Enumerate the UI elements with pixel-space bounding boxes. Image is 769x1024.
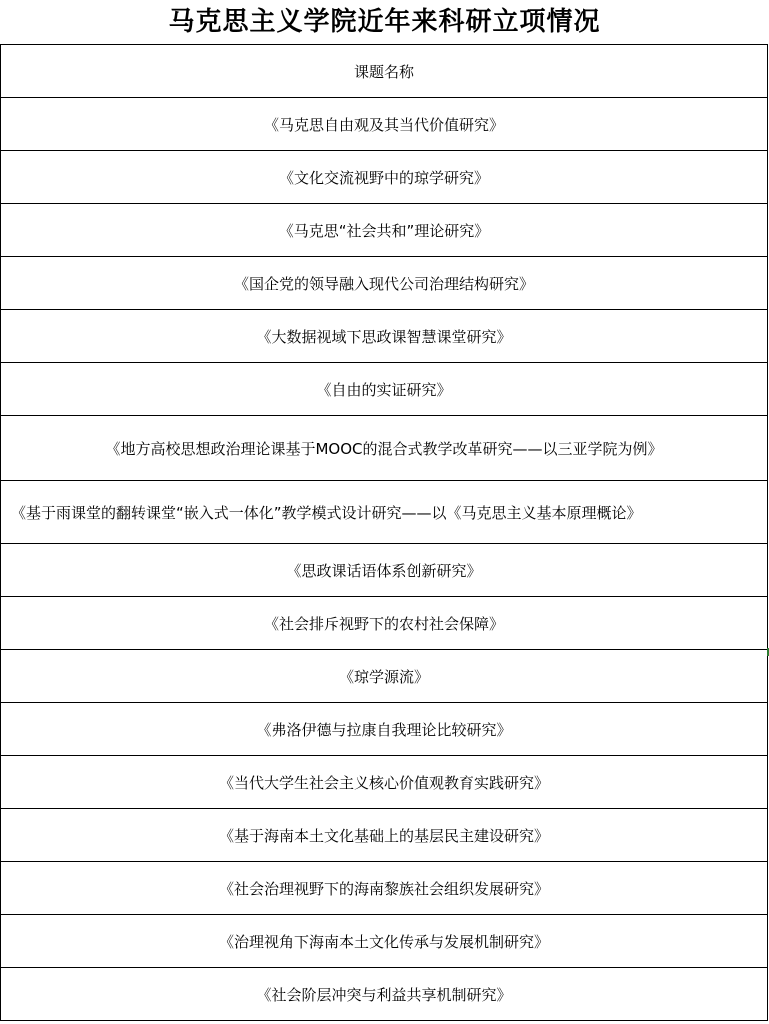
table-row [1, 597, 768, 650]
table-row [1, 257, 768, 310]
table-row [1, 310, 768, 363]
table-cell: 《琼学源流》 [338, 667, 429, 686]
table-cell: 《马克思“社会共和”理论研究》 [278, 221, 490, 240]
table-row [1, 481, 768, 544]
table-cell: 《地方高校思想政治理论课基于MOOC的混合式教学改革研究——以三亚学院为例》 [105, 439, 663, 458]
table-row [1, 363, 768, 416]
table-row [1, 650, 768, 703]
table-cell: 《社会排斥视野下的农村社会保障》 [263, 614, 504, 633]
table-cell: 《思政课话语体系创新研究》 [286, 561, 482, 580]
table-row [1, 809, 768, 862]
table-cell: 《文化交流视野中的琼学研究》 [278, 168, 489, 187]
page-title: 马克思主义学院近年来科研立项情况 [168, 7, 601, 37]
table-row [1, 703, 768, 756]
header-cell: 课题名称 [353, 62, 414, 81]
table-row [1, 862, 768, 915]
table-row [1, 915, 768, 968]
table-cell: 《当代大学生社会主义核心价值观教育实践研究》 [218, 773, 549, 792]
table-row [1, 204, 768, 257]
table-cell: 《基于雨课堂的翻转课堂“嵌入式一体化”教学模式设计研究——以《马克思主义基本原理概论》 [11, 503, 642, 522]
table-cell: 《自由的实证研究》 [316, 380, 452, 399]
table-cell: 《弗洛伊德与拉康自我理论比较研究》 [256, 720, 512, 739]
table-cell: 《大数据视域下思政课智慧课堂研究》 [256, 327, 512, 346]
table-cell: 《国企党的领导融入现代公司治理结构研究》 [233, 274, 534, 293]
table-row [1, 756, 768, 809]
table-cell: 《社会阶层冲突与利益共享机制研究》 [256, 985, 512, 1004]
table-row [1, 544, 768, 597]
table-row [1, 98, 768, 151]
table-row [1, 151, 768, 204]
table-header [1, 45, 768, 98]
table-row [1, 968, 768, 1021]
table-cell: 《基于海南本土文化基础上的基层民主建设研究》 [218, 826, 549, 845]
project-table [0, 44, 768, 1021]
table-cell: 《社会治理视野下的海南黎族社会组织发展研究》 [218, 879, 549, 898]
table-cell: 《治理视角下海南本土文化传承与发展机制研究》 [218, 932, 549, 951]
table-cell: 《马克思自由观及其当代价值研究》 [263, 115, 504, 134]
table-row [1, 416, 768, 481]
